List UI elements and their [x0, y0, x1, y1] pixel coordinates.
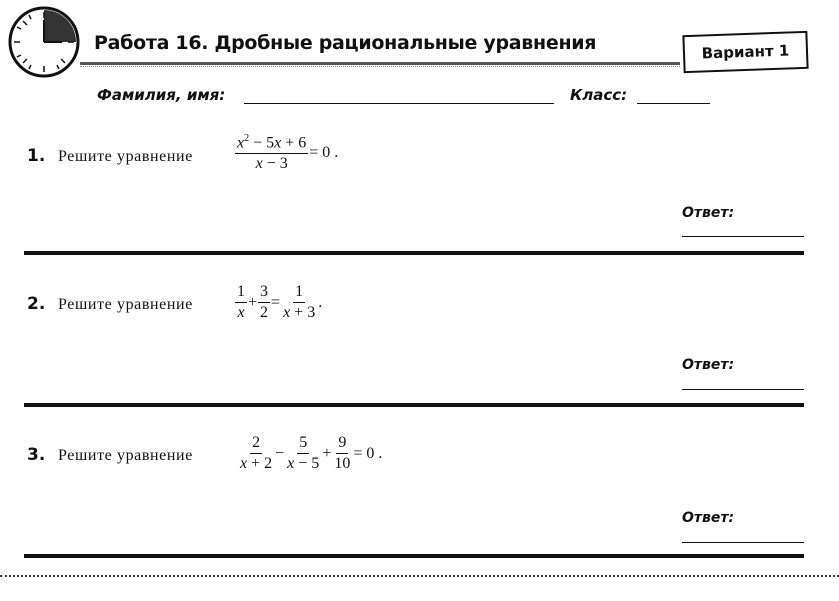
task-3-fraction-3: $\frac{9}{10}$ [334, 434, 351, 472]
task-3-fraction-2: $\frac{5}{x - 5}$ [287, 434, 320, 472]
task-2-fraction-1: $\frac{1}{x}$ [237, 283, 245, 321]
task-1-denominator: x − 3 [255, 155, 288, 173]
name-label: Фамилия, имя: [97, 86, 226, 104]
task-2-divider [24, 403, 804, 407]
task-1-number: 1. [27, 146, 46, 166]
variant-badge: Вариант 1 [682, 31, 808, 73]
name-field[interactable] [244, 103, 554, 104]
task-1-answer-label: Ответ: [682, 205, 735, 221]
task-1-equation [235, 133, 339, 173]
task-2-text: Решите уравнение [58, 296, 193, 313]
page-title: Работа 16. Дробные рациональные уравнения [94, 32, 597, 54]
title-underline [80, 62, 680, 65]
task-2-answer-label: Ответ: [682, 357, 735, 373]
task-2-number: 2. [27, 294, 46, 314]
task-3-text: Решите уравнение [58, 447, 193, 464]
clock-icon [6, 4, 82, 80]
task-2-fraction-3: $\frac{1}{x + 3}$ [283, 283, 316, 321]
task-1-fraction [235, 133, 308, 173]
task-1-numerator: $x^2 - 5x + 6$ [235, 133, 308, 154]
task-1-text: Решите уравнение [58, 148, 193, 165]
cut-line [0, 575, 839, 577]
task-3-divider [24, 554, 804, 558]
class-label: Класс: [570, 86, 628, 104]
title-underline-dotted [80, 66, 680, 67]
task-1-rhs: = 0 . [309, 144, 339, 162]
task-3-equation: $\frac{2}{x + 2}$ − $\frac{5}{x - 5}$ + $\frac{9}{10}$ = 0 . [240, 434, 383, 472]
task-1-divider [24, 251, 804, 255]
task-2-fraction-2: $\frac{3}{2}$ [260, 283, 269, 321]
task-1-answer-field[interactable] [682, 236, 804, 237]
task-2-answer-field[interactable] [682, 389, 804, 390]
task-3-answer-field[interactable] [682, 542, 804, 543]
task-3-answer-label: Ответ: [682, 510, 735, 526]
task-2-equation: $\frac{1}{x}$ + $\frac{3}{2}$ = $\frac{1}{x + 3}$ . [237, 283, 323, 321]
class-field[interactable] [637, 103, 710, 104]
task-3-fraction-1: $\frac{2}{x + 2}$ [240, 434, 273, 472]
task-3-number: 3. [27, 445, 46, 465]
